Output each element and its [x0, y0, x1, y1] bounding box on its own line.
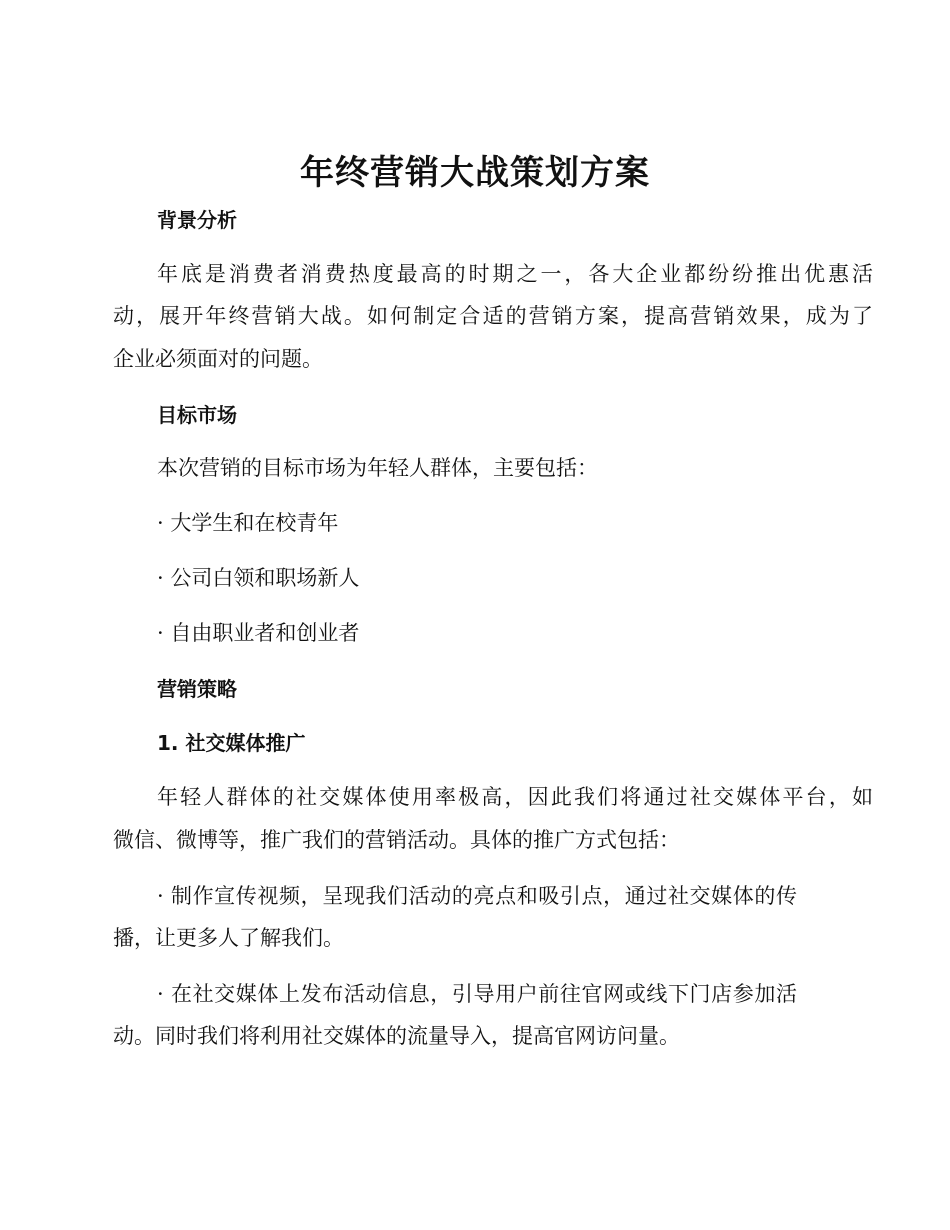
target-bullet-2: · 公司白领和职场新人: [157, 566, 360, 590]
heading-target-market: 目标市场: [157, 403, 237, 427]
heading-strategy: 营销策略: [157, 677, 237, 701]
strategy-bullet-2-line-1: · 在社交媒体上发布活动信息，引导用户前往官网或线下门店参加活: [157, 982, 797, 1006]
strategy-bullet-2-line-2: 动。同时我们将利用社交媒体的流量导入，提高官网访问量。: [113, 1024, 680, 1048]
heading-background: 背景分析: [157, 208, 237, 232]
background-line-1: 年底是消费者消费热度最高的时期之一，各大企业都纷纷推出优惠活: [157, 262, 873, 286]
target-bullet-1: · 大学生和在校青年: [157, 511, 339, 535]
document-title: 年终营销大战策划方案: [300, 153, 650, 193]
target-bullet-3: · 自由职业者和创业者: [157, 621, 360, 645]
strategy-bullet-1-line-2: 播，让更多人了解我们。: [113, 926, 344, 950]
strategy-bullet-1-line-1: · 制作宣传视频，呈现我们活动的亮点和吸引点，通过社交媒体的传: [157, 884, 797, 908]
strategy-intro-line-1: 年轻人群体的社交媒体使用率极高，因此我们将通过社交媒体平台，如: [157, 785, 873, 809]
subheading-social-media: 1. 社交媒体推广: [157, 731, 306, 755]
background-line-2: 动，展开年终营销大战。如何制定合适的营销方案，提高营销效果，成为了: [113, 304, 873, 328]
target-intro: 本次营销的目标市场为年轻人群体，主要包括：: [157, 456, 598, 480]
strategy-intro-line-2: 微信、微博等，推广我们的营销活动。具体的推广方式包括：: [113, 828, 680, 852]
background-line-3: 企业必须面对的问题。: [113, 347, 323, 371]
